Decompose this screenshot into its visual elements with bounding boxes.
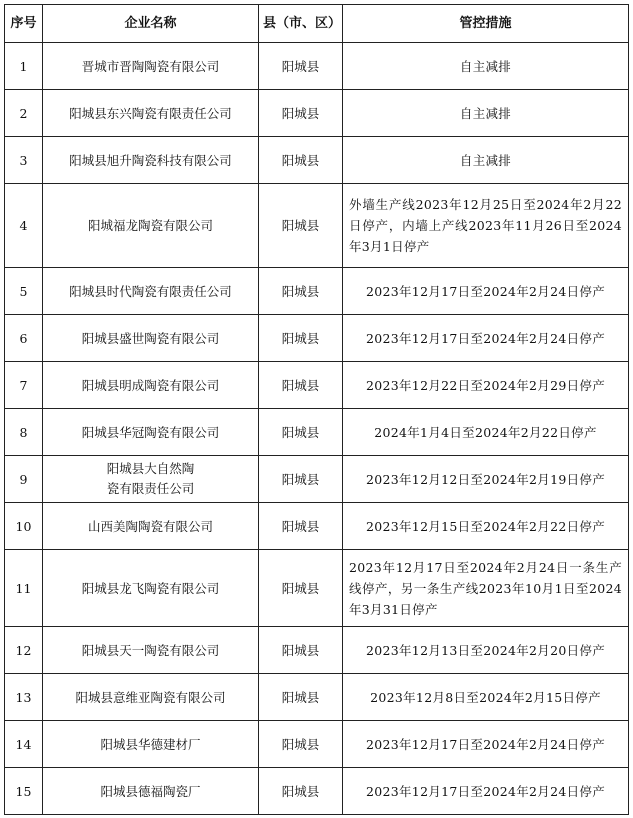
cell-index: 13 (5, 674, 43, 721)
enterprise-control-table (4, 4, 629, 815)
cell-county: 阳城县 (259, 137, 343, 184)
cell-company: 阳城县天一陶瓷有限公司 (43, 627, 259, 674)
cell-company: 阳城县旭升陶瓷科技有限公司 (43, 137, 259, 184)
table-row (5, 362, 629, 409)
cell-measure: 2023年12月17日至2024年2月24日一条生产线停产，另一条生产线2023年10月1日至2024年3月31日停产 (343, 550, 629, 627)
table-row (5, 137, 629, 184)
cell-county: 阳城县 (259, 362, 343, 409)
table-row (5, 503, 629, 550)
cell-county: 阳城县 (259, 627, 343, 674)
cell-measure: 自主减排 (343, 90, 629, 137)
cell-county: 阳城县 (259, 503, 343, 550)
table-row (5, 550, 629, 627)
cell-index: 2 (5, 90, 43, 137)
cell-measure: 自主减排 (343, 137, 629, 184)
cell-index: 3 (5, 137, 43, 184)
cell-measure: 外墙生产线2023年12月25日至2024年2月22日停产，内墙上产线2023年11月26日至2024年3月1日停产 (343, 184, 629, 268)
cell-measure: 2023年12月8日至2024年2月15日停产 (343, 674, 629, 721)
cell-company: 阳城县时代陶瓷有限责任公司 (43, 268, 259, 315)
table-row (5, 456, 629, 503)
cell-index: 11 (5, 550, 43, 627)
cell-company: 阳城县大自然陶瓷有限责任公司 (43, 456, 259, 503)
table-row (5, 768, 629, 815)
cell-company: 阳城县华冠陶瓷有限公司 (43, 409, 259, 456)
cell-measure: 2023年12月13日至2024年2月20日停产 (343, 627, 629, 674)
cell-index: 10 (5, 503, 43, 550)
cell-company: 阳城县德福陶瓷厂 (43, 768, 259, 815)
cell-measure: 2023年12月12日至2024年2月19日停产 (343, 456, 629, 503)
cell-company: 阳城县华德建材厂 (43, 721, 259, 768)
cell-measure: 2024年1月4日至2024年2月22日停产 (343, 409, 629, 456)
header-company: 企业名称 (43, 5, 259, 43)
cell-company: 阳城县意维亚陶瓷有限公司 (43, 674, 259, 721)
table-row (5, 721, 629, 768)
table-row (5, 43, 629, 90)
cell-county: 阳城县 (259, 268, 343, 315)
cell-index: 5 (5, 268, 43, 315)
cell-company: 晋城市晋陶陶瓷有限公司 (43, 43, 259, 90)
cell-measure: 自主减排 (343, 43, 629, 90)
cell-index: 14 (5, 721, 43, 768)
table-row (5, 315, 629, 362)
cell-index: 12 (5, 627, 43, 674)
cell-measure: 2023年12月22日至2024年2月29日停产 (343, 362, 629, 409)
cell-county: 阳城县 (259, 768, 343, 815)
cell-measure: 2023年12月17日至2024年2月24日停产 (343, 315, 629, 362)
cell-index: 4 (5, 184, 43, 268)
table-row (5, 184, 629, 268)
cell-county: 阳城县 (259, 721, 343, 768)
cell-measure: 2023年12月15日至2024年2月22日停产 (343, 503, 629, 550)
cell-company: 阳城福龙陶瓷有限公司 (43, 184, 259, 268)
cell-index: 15 (5, 768, 43, 815)
cell-index: 1 (5, 43, 43, 90)
cell-county: 阳城县 (259, 550, 343, 627)
table-row (5, 268, 629, 315)
cell-measure: 2023年12月17日至2024年2月24日停产 (343, 268, 629, 315)
cell-company: 阳城县东兴陶瓷有限责任公司 (43, 90, 259, 137)
table-row (5, 627, 629, 674)
cell-measure: 2023年12月17日至2024年2月24日停产 (343, 721, 629, 768)
cell-county: 阳城县 (259, 184, 343, 268)
cell-index: 7 (5, 362, 43, 409)
cell-county: 阳城县 (259, 674, 343, 721)
header-row (5, 5, 629, 43)
cell-company: 山西美陶陶瓷有限公司 (43, 503, 259, 550)
cell-county: 阳城县 (259, 90, 343, 137)
cell-company: 阳城县明成陶瓷有限公司 (43, 362, 259, 409)
table-row (5, 674, 629, 721)
cell-index: 8 (5, 409, 43, 456)
cell-measure: 2023年12月17日至2024年2月24日停产 (343, 768, 629, 815)
cell-company: 阳城县龙飞陶瓷有限公司 (43, 550, 259, 627)
header-county: 县（市、区） (259, 5, 343, 43)
table-row (5, 409, 629, 456)
cell-county: 阳城县 (259, 456, 343, 503)
cell-county: 阳城县 (259, 315, 343, 362)
cell-company: 阳城县盛世陶瓷有限公司 (43, 315, 259, 362)
cell-county: 阳城县 (259, 43, 343, 90)
cell-index: 6 (5, 315, 43, 362)
table-row (5, 90, 629, 137)
header-index: 序号 (5, 5, 43, 43)
cell-index: 9 (5, 456, 43, 503)
cell-county: 阳城县 (259, 409, 343, 456)
header-measure: 管控措施 (343, 5, 629, 43)
